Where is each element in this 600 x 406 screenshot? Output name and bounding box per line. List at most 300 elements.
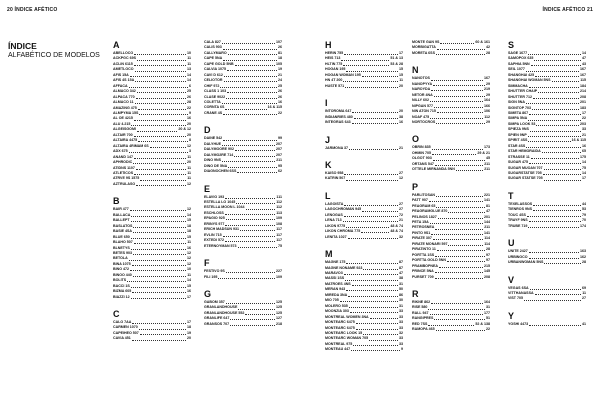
page-number: 17 (582, 110, 586, 115)
model-name: PIRATE 307 (412, 236, 432, 241)
dot-leader (528, 227, 579, 228)
page-number: 12 (187, 256, 191, 261)
page-number: 11 (187, 56, 191, 61)
model-name: ACKPGC 69S (113, 56, 136, 61)
dot-leader (369, 340, 398, 341)
index-column-1 (113, 40, 191, 351)
section-letter: I (325, 98, 328, 109)
dot-leader (344, 216, 398, 217)
index-column-2 (204, 40, 282, 336)
dot-leader (346, 227, 389, 228)
model-name: LENOGAS (325, 212, 343, 217)
model-name: SIMPA LOOK 53 (508, 121, 536, 126)
dot-leader (356, 329, 398, 330)
dot-leader (225, 214, 275, 215)
page-number: 31 (399, 303, 403, 308)
page-number: 109 (276, 216, 282, 221)
page-number: 33 (399, 320, 403, 325)
dot-leader (435, 165, 483, 166)
model-name: BACCI 1S (113, 283, 130, 288)
dot-leader (343, 81, 398, 82)
model-name: NORTOCROS (412, 119, 436, 124)
page-number: 20 (399, 109, 403, 114)
page-number: 164 (484, 98, 490, 103)
model-name: YOSHI 4473 (508, 321, 529, 326)
dot-leader (246, 209, 276, 210)
dot-leader (133, 276, 186, 277)
model-name: PRAMBOPNEA (412, 263, 438, 268)
index-section (508, 191, 586, 229)
dot-leader (439, 267, 483, 268)
dot-leader (436, 123, 485, 124)
model-name: CRANE 4S (204, 110, 223, 115)
model-name: BIAZZI 12 (113, 294, 130, 299)
index-section (412, 65, 490, 125)
dot-leader (132, 340, 186, 341)
model-name: STAR HEMORAIDA (508, 149, 541, 154)
page-number: 173 (484, 145, 490, 150)
page-number: 26 (187, 94, 191, 99)
model-name: SAGE 1677 (508, 51, 528, 55)
dot-leader (235, 65, 275, 66)
page-number: 51 & 13 (390, 56, 403, 61)
dot-leader (129, 87, 188, 88)
index-section (508, 238, 586, 265)
model-name: GABOM 357 (204, 299, 225, 304)
page-number: 115 (580, 78, 586, 83)
page-number: 69 (582, 285, 586, 290)
model-name: PIRATINTO 11 (412, 247, 436, 252)
model-name: MONTE GAN 9S (412, 40, 440, 44)
model-name: EPAGIO 925 (204, 216, 225, 221)
page-number: 174 (580, 223, 586, 228)
model-name: DALYMOORE 902 (204, 147, 235, 152)
model-name: SHUTTER CHAIP (508, 89, 538, 94)
page-number: 17 (187, 320, 191, 325)
model-name: NILLY 602 (412, 98, 429, 103)
page-number: 211 (276, 158, 282, 163)
dot-leader (436, 196, 483, 197)
section-letter: S (508, 40, 515, 50)
model-name: ERINYS 977 (204, 221, 225, 226)
dot-leader (340, 301, 398, 302)
page-number: 11 (187, 165, 191, 170)
dot-leader (430, 223, 483, 224)
page-number: 166 (484, 103, 490, 108)
model-name: MONTEARC WOMAN 705 (325, 336, 369, 341)
dot-leader (131, 221, 186, 222)
page-number: 163 (580, 249, 586, 254)
section-letter: T (508, 190, 514, 201)
model-name: RANGIPRES (412, 316, 434, 321)
model-name: PEAGRAM 65 (412, 203, 436, 208)
dot-leader (526, 103, 579, 104)
dot-leader (529, 252, 579, 253)
index-section (508, 311, 586, 327)
model-name: MOONZIA 303 (325, 309, 349, 314)
index-entry (113, 336, 191, 341)
page-number: 65 (582, 149, 586, 154)
index-entry (113, 182, 191, 187)
page-number: 145 (484, 269, 490, 274)
page-number: 15 (399, 72, 403, 77)
page-number: 43 (582, 61, 586, 66)
model-name: NOAF 475 (412, 114, 430, 119)
model-name: MONTREAL WOMEN 3NA (325, 314, 369, 319)
model-name: BETES 903 (113, 250, 132, 255)
section-letter: P (412, 181, 419, 192)
page-number: 177 (484, 310, 490, 315)
model-name: ALPACA 770 (113, 94, 135, 99)
index-section (325, 191, 403, 240)
section-letter: M (325, 249, 333, 260)
dot-leader (354, 118, 398, 119)
page-number: 48 & 74 (390, 223, 403, 228)
index-section (325, 160, 403, 182)
model-name: TRUBE 719 (508, 223, 528, 228)
dot-leader (344, 205, 398, 206)
page-number: 25 (278, 83, 282, 88)
dot-leader (131, 238, 186, 239)
dot-leader (526, 147, 581, 148)
page-number: 16 (187, 289, 191, 294)
model-name: NAROYDA (412, 87, 431, 92)
page-number: 12 (187, 143, 191, 148)
model-name: AFFACA (113, 83, 128, 88)
model-name: APHRODIC (113, 160, 133, 165)
dot-leader (224, 81, 277, 82)
model-name: NIPGAN 577 (412, 103, 433, 108)
dot-leader (133, 163, 186, 164)
page-number: 22 (486, 327, 490, 332)
model-name: ALMACO 342 (113, 89, 136, 94)
dot-leader (344, 54, 398, 55)
page-number: 97 (486, 258, 490, 263)
dot-leader (535, 76, 579, 77)
dot-leader (132, 323, 186, 324)
model-name: CALIS 903 (204, 45, 222, 50)
dot-leader (348, 238, 398, 239)
dot-leader (139, 329, 186, 330)
model-name: HUSTE 571 (325, 83, 345, 88)
page-number: 29 (486, 81, 490, 86)
model-name: ADX 675 (113, 149, 128, 154)
index-section (325, 135, 403, 151)
index-entry (508, 322, 586, 327)
model-name: HN 4T 200 (325, 78, 343, 83)
model-name: SPIRIT 4SS (508, 138, 528, 143)
page-number: 16 (278, 99, 282, 104)
model-name: TOUC 4SS (508, 212, 526, 217)
model-name: SIGN 5NA (508, 100, 525, 105)
page-number: 112 (276, 205, 282, 210)
page-number: 144 (484, 219, 490, 224)
dot-leader (437, 250, 485, 251)
page-number: 201 (484, 214, 490, 219)
model-name: PEAGRAMGLUE 870 (412, 209, 448, 214)
page-number: 19 (187, 330, 191, 335)
dot-leader (134, 65, 186, 66)
dot-leader (433, 160, 485, 161)
page-number: 219 (484, 87, 490, 92)
page-number: 28 (486, 50, 490, 55)
model-name: CALA 827 (204, 40, 221, 44)
dot-leader (438, 218, 483, 219)
dot-leader (225, 241, 275, 242)
page-number: 164 (484, 299, 490, 304)
dot-leader (432, 154, 476, 155)
model-name: OLGOT 903 (412, 156, 432, 161)
model-name: BALLEPT (113, 218, 130, 223)
index-section (508, 275, 586, 302)
section-letter: V (508, 274, 515, 285)
dot-leader (433, 239, 483, 240)
page-number: 17 (399, 51, 403, 55)
dot-leader (346, 290, 398, 291)
page-number: 141 (484, 198, 490, 203)
page-number: 18 (187, 223, 191, 228)
index-section (412, 40, 490, 56)
page-number: 14 (187, 212, 191, 217)
dot-leader (534, 60, 581, 61)
page-number: 52 & 138 (475, 321, 490, 326)
model-name: MONTEAU 447 (325, 347, 351, 352)
dot-leader (533, 210, 581, 211)
index-section (204, 40, 282, 116)
index-entry (412, 51, 490, 56)
page-number: 106 (484, 109, 490, 114)
model-name: BLUE 650 (113, 234, 130, 239)
page-number: 18 (187, 229, 191, 234)
page-number: 26 (278, 45, 282, 50)
model-name: MONTEARC LOOK 15 (325, 330, 363, 335)
model-name: RAMOPA 465 (412, 327, 435, 332)
dot-leader (428, 325, 474, 326)
dot-leader (352, 123, 398, 124)
dot-leader (227, 70, 277, 71)
dot-leader (140, 334, 186, 335)
page-number: 114 (484, 241, 490, 246)
page-number: 95 (278, 163, 282, 168)
model-name: GRANLANDHOUSE 552 (204, 310, 245, 315)
model-name: CAPE GOLD 5NB (204, 61, 234, 66)
dot-leader (530, 289, 581, 290)
model-name: ATIDNS 1107 (113, 165, 135, 170)
dot-leader (136, 169, 186, 170)
model-name: MOLERO 535 (325, 303, 348, 308)
model-name: SHANGHAI WOMAN 5NS (508, 78, 551, 83)
page-number: 11 (399, 78, 403, 83)
page-number: 22 (582, 116, 586, 121)
dot-leader (542, 152, 581, 153)
model-name: TEXELASSOS (508, 201, 533, 206)
page-number: 208 (484, 274, 490, 279)
dot-leader (223, 49, 277, 50)
index-entry (113, 295, 191, 300)
dot-leader (346, 263, 398, 264)
page-number: 47 (399, 270, 403, 275)
dot-leader (440, 43, 474, 44)
model-name: BLNETYS (113, 245, 130, 250)
model-name: SUGAR MUOAN 707 (508, 165, 543, 170)
model-name: HOGAN 195 (325, 67, 346, 72)
model-name: SUGAR STATSE 705 (508, 176, 543, 181)
index-entry (325, 120, 403, 125)
page-number: 27 (582, 296, 586, 301)
index-entry (412, 167, 490, 172)
page-number: 227 (276, 269, 282, 274)
page-number: 207 (276, 141, 282, 146)
index-section (113, 40, 191, 187)
dot-leader (352, 112, 398, 113)
dot-leader (245, 314, 275, 315)
dot-leader (435, 272, 483, 273)
section-letter: D (204, 125, 211, 136)
page-number: 16 & 115 (571, 138, 586, 143)
model-name: SPIEZA 9NS (508, 127, 529, 132)
model-name: VITTHANASSA (508, 290, 534, 295)
page-number: 19 (278, 67, 282, 72)
model-name: PATT 907 (412, 198, 428, 203)
page-number: 50 (399, 287, 403, 292)
page-number: 27 (399, 170, 403, 175)
page-number: 13 (187, 67, 191, 72)
section-letter: G (204, 288, 212, 299)
model-name: ATRVE 9S 1575 (113, 176, 140, 181)
model-name: TIENROS 9NS (508, 207, 532, 212)
page-number: 214 (580, 89, 586, 94)
dot-leader (137, 60, 186, 61)
page-number: 117 (276, 232, 282, 237)
page-number: 8 (189, 138, 191, 143)
page-number: 208 (580, 94, 586, 99)
model-name: GRANSOS 707 (204, 321, 230, 326)
model-name: MONTEARC 6475 (325, 325, 355, 330)
dot-leader (131, 298, 186, 299)
dot-leader (436, 207, 485, 208)
page-number: 28 (486, 247, 490, 252)
page-number: 21 (399, 145, 403, 150)
dot-leader (351, 350, 400, 351)
dot-leader (528, 54, 581, 55)
page-number: 44 (582, 201, 586, 206)
page-number: 18 (187, 325, 191, 330)
dot-leader (435, 278, 483, 279)
page-number: 16 (187, 245, 191, 250)
page-number: 79 (582, 212, 586, 217)
page-number: 21 (278, 72, 282, 77)
dot-leader (226, 272, 275, 273)
page-number: 14 (187, 72, 191, 77)
page-number: 33 (399, 325, 403, 330)
page-number: 38 (399, 276, 403, 281)
page-number: 14 (187, 78, 191, 83)
dot-leader (538, 92, 579, 93)
model-name: PIRATE MONARI 597 (412, 241, 448, 246)
page-number: 32 (399, 330, 403, 335)
dot-leader (133, 227, 186, 228)
page-number: 12 (187, 261, 191, 266)
dot-leader (225, 198, 275, 199)
page-number: 12 (187, 181, 191, 186)
page-number: 203 (580, 121, 586, 126)
model-name: HEIS 713 (325, 56, 341, 61)
index-section (412, 289, 490, 333)
section-letter: U (508, 238, 515, 249)
model-name: HLTIN 775 (325, 61, 343, 66)
model-name: SIGNTOP 703 (508, 105, 532, 110)
page-number: 20 (187, 336, 191, 341)
index-entry (204, 169, 282, 174)
index-entry (508, 260, 586, 265)
dot-leader (528, 141, 570, 142)
dot-leader (133, 232, 186, 233)
page-number: 175 (580, 154, 586, 159)
dot-leader (235, 150, 275, 151)
dot-leader (344, 174, 398, 175)
page-number: 60 & 161 (475, 40, 490, 44)
page-header-right: ÍNDICE AFÉTICO 21 (542, 7, 593, 13)
page-number: 9 (189, 110, 191, 115)
page-number: 87 (399, 265, 403, 270)
page-number: 33 (399, 341, 403, 346)
dot-leader (223, 140, 277, 141)
model-name: URBANWOMAN 5NS (508, 260, 544, 265)
dot-leader (224, 76, 277, 77)
page-number: 29 & 21 (477, 150, 490, 155)
dot-leader (222, 145, 275, 146)
dot-leader (350, 312, 398, 313)
model-name: URBINOCO (508, 254, 528, 259)
dot-leader (140, 180, 186, 181)
dot-leader (223, 236, 276, 237)
dot-leader (428, 309, 485, 310)
dot-leader (448, 212, 485, 213)
model-name: OHMIN 705 (412, 150, 431, 155)
page-number: 125 (276, 299, 282, 304)
model-name: CELIOTOR (204, 78, 223, 83)
page-number: 17 (187, 294, 191, 299)
dot-leader (349, 307, 398, 308)
page-number: 53 & 28 (390, 61, 403, 66)
page-number: 33 (399, 336, 403, 341)
dot-leader (220, 87, 277, 88)
page-number: 105 (276, 61, 282, 66)
section-letter: B (113, 196, 120, 207)
page-number: 33 (582, 127, 586, 132)
model-name: MONTREAL 975 (325, 341, 353, 346)
dot-leader (456, 170, 483, 171)
model-name: BALLACA (113, 212, 131, 217)
model-name: BINA 1075 (113, 261, 131, 266)
page-number: 107 (276, 40, 282, 44)
section-letter: O (412, 134, 420, 145)
page-number: 14 (582, 51, 586, 55)
page-number: 10 (187, 51, 191, 55)
dot-leader (437, 49, 485, 50)
dot-leader (524, 300, 581, 301)
section-letter: N (412, 65, 419, 76)
model-name: AFIS 4S 15A (113, 78, 135, 83)
page-number: 21 (399, 218, 403, 223)
model-name: UNITE 2427 (508, 249, 528, 254)
model-name: GRANLANDHOUSE (204, 305, 238, 310)
model-name: PETROSNEA (412, 225, 435, 230)
index-entry (204, 111, 282, 116)
dot-leader (130, 210, 186, 211)
dot-leader (131, 287, 186, 288)
model-name: BIZMA 605 (113, 289, 132, 294)
